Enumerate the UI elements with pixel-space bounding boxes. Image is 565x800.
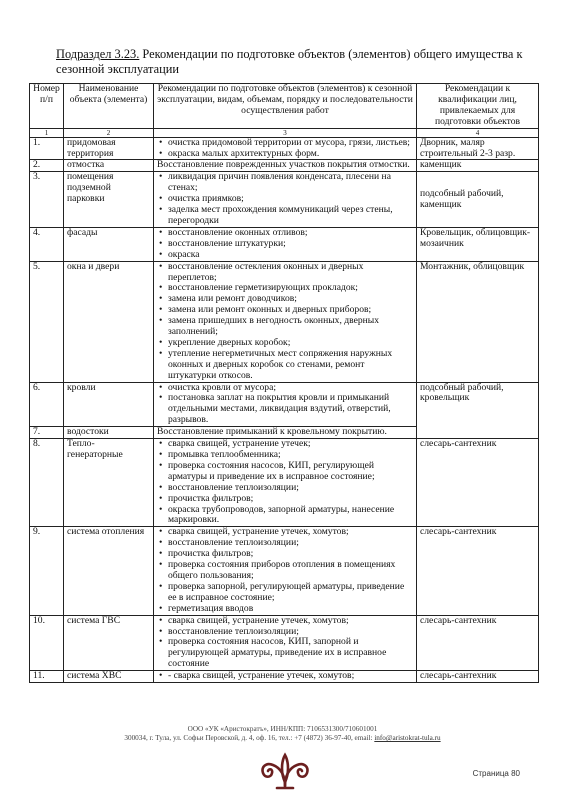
section-title: Рекомендации по подготовке объектов (элементов) общего имущества к сезонной эксплуатации — [56, 47, 523, 76]
qualification: слесарь-сантехник — [417, 615, 539, 671]
table-row — [30, 615, 539, 671]
email-link[interactable]: info@aristokrat-tula.ru — [374, 734, 441, 742]
works-cell — [154, 137, 417, 160]
table-header-row — [30, 84, 539, 129]
object-name: кровли — [64, 382, 154, 427]
works-cell — [154, 671, 417, 683]
works-cell — [154, 172, 417, 228]
table-row — [30, 671, 539, 683]
work-item: • сварка свищей, устранение утечек; — [157, 439, 413, 450]
work-item: • ликвидация причин появления конденсата, плесени на стенах; — [157, 172, 413, 194]
work-item: • восстановление остекления оконных и дверных переплетов; — [157, 262, 413, 284]
qualification: Дворник, маляр строительный 2-3 разр. — [417, 137, 539, 160]
table-row — [30, 172, 539, 228]
header-object: Наименование объекта (элемента) — [64, 84, 154, 129]
work-item: Восстановление поврежденных участков покрытия отмостки. — [154, 160, 417, 172]
work-item: • - сварка свищей, устранение утечек, хомутов; — [157, 671, 413, 682]
object-name: отмостка — [64, 160, 154, 172]
work-item: • прочистка фильтров; — [157, 494, 413, 505]
row-number: 3. — [30, 172, 64, 228]
qualification: слесарь-сантехник — [417, 439, 539, 527]
object-name: система ГВС — [64, 615, 154, 671]
header-number: Номер п/п — [30, 84, 64, 129]
work-item: • промывка теплообменника; — [157, 450, 413, 461]
company-address — [0, 734, 565, 743]
work-item: • восстановление штукатурки; — [157, 239, 413, 250]
address-text: 300034, г. Тула, ул. Софьи Перовской, д. 4, оф. 16, тел.: +7 (4872) 36-97-40, email: — [124, 734, 375, 742]
work-item: • сварка свищей, устранение утечек, хомутов; — [157, 616, 413, 627]
column-number-row — [30, 128, 539, 137]
page-footer — [0, 725, 565, 743]
object-name: придомовая территория — [64, 137, 154, 160]
works-cell — [154, 527, 417, 615]
work-item: • очистка кровли от мусора; — [157, 383, 413, 394]
work-item: • проверка запорной, регулирующей арматуры, приведение ее в исправное состояние; — [157, 582, 413, 604]
object-name: система ХВС — [64, 671, 154, 683]
section-heading — [56, 47, 526, 77]
work-item: • восстановление герметизирующих прокладок; — [157, 283, 413, 294]
object-name: водостоки — [64, 427, 154, 439]
work-item: • постановка заплат на покрытия кровли и примыканий отдельными местами, ликвидация вздутий, отверстий, разрывов. — [157, 393, 413, 426]
table-row — [30, 382, 539, 427]
works-cell — [154, 382, 417, 427]
work-item: • проверка состояния приборов отопления в помещениях общего пользования; — [157, 560, 413, 582]
row-number: 4. — [30, 227, 64, 261]
work-item: • замена пришедших в негодность оконных, дверных заполнений; — [157, 316, 413, 338]
column-number: 2 — [64, 128, 154, 137]
qualification: подсобный рабочий, кровельщик — [417, 382, 539, 439]
work-item: • заделка мест прохождения коммуникаций через стены, перегородки — [157, 205, 413, 227]
ornament-logo — [257, 752, 313, 790]
work-item: • окраска трубопроводов, запорной арматуры, нанесение маркировки. — [157, 505, 413, 527]
row-number: 10. — [30, 615, 64, 671]
qualification: подсобный рабочий, каменщик — [417, 172, 539, 228]
qualification: Монтажник, облицовщик — [417, 261, 539, 382]
work-item: • восстановление теплоизоляции; — [157, 483, 413, 494]
recommendations-table — [29, 83, 539, 683]
table-row — [30, 137, 539, 160]
qualification: каменщик — [417, 160, 539, 172]
work-item: • восстановление теплоизоляции; — [157, 627, 413, 638]
row-number: 8. — [30, 439, 64, 527]
row-number: 6. — [30, 382, 64, 427]
column-number: 3 — [154, 128, 417, 137]
table-row — [30, 261, 539, 382]
page-number: Страница 80 — [472, 769, 520, 778]
work-item: • восстановление теплоизоляции; — [157, 538, 413, 549]
qualification: слесарь-сантехник — [417, 527, 539, 615]
works-cell — [154, 615, 417, 671]
work-item: • прочистка фильтров; — [157, 549, 413, 560]
work-item: • сварка свищей, устранение утечек, хомутов; — [157, 527, 413, 538]
table-row — [30, 527, 539, 615]
object-name: Тепло-генераторные — [64, 439, 154, 527]
object-name: окна и двери — [64, 261, 154, 382]
work-item: • замена или ремонт доводчиков; — [157, 294, 413, 305]
row-number: 9. — [30, 527, 64, 615]
row-number: 1. — [30, 137, 64, 160]
row-number: 2. — [30, 160, 64, 172]
company-details: ООО «УК «Аристократъ», ИНН/КПП: 7106531300/710601001 — [187, 725, 378, 733]
object-name: фасады — [64, 227, 154, 261]
row-number: 5. — [30, 261, 64, 382]
work-item: • герметизация вводов — [157, 604, 413, 615]
work-item: • восстановление оконных отливов; — [157, 228, 413, 239]
section-number: Подраздел 3.23. — [56, 47, 140, 61]
table-row — [30, 227, 539, 261]
works-cell — [154, 439, 417, 527]
qualification: Кровельщик, облицовщик-мозаичник — [417, 227, 539, 261]
table-row — [30, 160, 539, 172]
work-item: Восстановление примыканий к кровельному покрытию. — [154, 427, 417, 439]
column-number: 4 — [417, 128, 539, 137]
qualification: слесарь-сантехник — [417, 671, 539, 683]
works-cell — [154, 261, 417, 382]
work-item: • замена или ремонт оконных и дверных приборов; — [157, 305, 413, 316]
row-number: 7. — [30, 427, 64, 439]
work-item: • очистка придомовой территории от мусора, грязи, листьев; — [157, 138, 413, 149]
column-number: 1 — [30, 128, 64, 137]
work-item: • проверка состояния насосов, КИП, запорной и регулирующей арматуры, приведение их в исправное состояние — [157, 637, 413, 670]
header-works: Рекомендации по подготовке объектов (элементов) к сезонной эксплуатации, видам, объемам, порядку и последовательности осуществления работ — [154, 84, 417, 129]
works-cell — [154, 227, 417, 261]
work-item: • окраска малых архитектурных форм. — [157, 149, 413, 160]
work-item: • укрепление дверных коробок; — [157, 338, 413, 349]
object-name: помещения подземной парковки — [64, 172, 154, 228]
work-item: • проверка состояния насосов, КИП, регулирующей арматуры и приведение их в исправное состояние; — [157, 461, 413, 483]
work-item: • очистка приямков; — [157, 194, 413, 205]
work-item: • окраска — [157, 250, 413, 261]
work-item: • утепление негерметичных мест сопряжения наружных оконных и дверных коробок со стенами, ремонт штукатурки откосов. — [157, 349, 413, 382]
row-number: 11. — [30, 671, 64, 683]
header-qualification: Рекомендации к квалификации лиц, привлекаемых для подготовки объектов — [417, 84, 539, 129]
table-row — [30, 439, 539, 527]
object-name: система отопления — [64, 527, 154, 615]
